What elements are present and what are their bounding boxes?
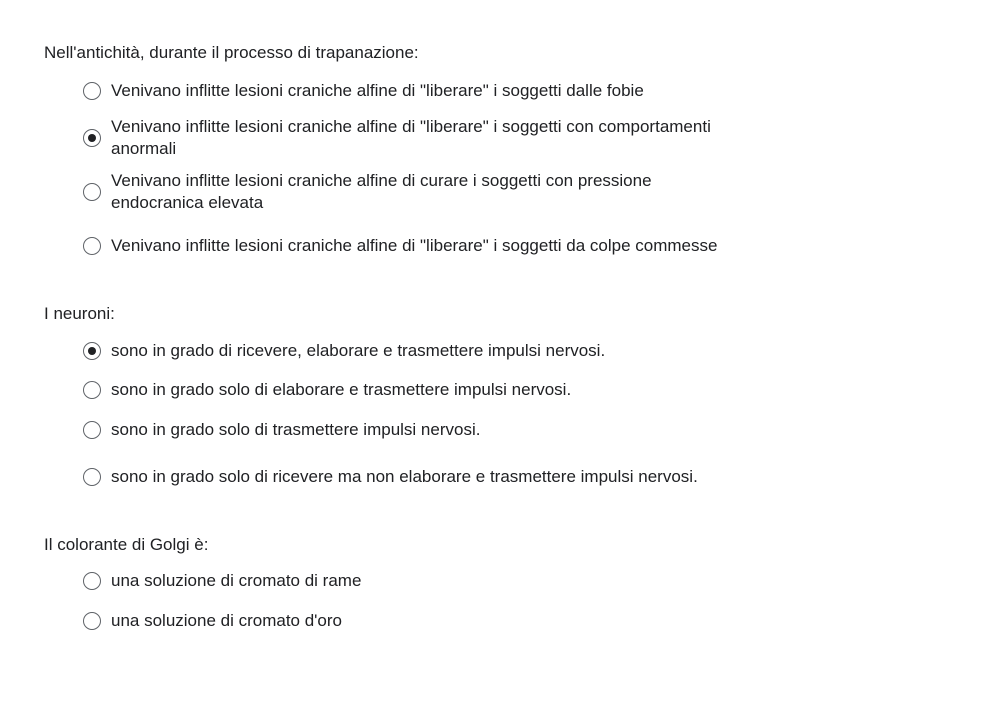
option-label: Venivano inflitte lesioni craniche alfine di "liberare" i soggetti dalle fobie: [111, 81, 644, 100]
answer-option[interactable]: [83, 170, 723, 214]
radio-button[interactable]: [83, 381, 101, 399]
option-label: Venivano inflitte lesioni craniche alfine di "liberare" i soggetti con comportamenti anormali: [111, 117, 711, 158]
answer-option[interactable]: [83, 80, 723, 102]
option-label: sono in grado solo di trasmettere impulsi nervosi.: [111, 420, 481, 439]
radio-button[interactable]: [83, 82, 101, 100]
question-text: I neuroni:: [44, 304, 115, 323]
option-label: Venivano inflitte lesioni craniche alfine di "liberare" i soggetti da colpe commesse: [111, 236, 718, 255]
question-block: [44, 534, 764, 556]
answer-option[interactable]: [83, 224, 723, 268]
option-label: sono in grado solo di ricevere ma non elaborare e trasmettere impulsi nervosi.: [111, 467, 698, 486]
radio-button[interactable]: [83, 129, 101, 147]
option-label: una soluzione di cromato d'oro: [111, 611, 342, 630]
radio-button[interactable]: [83, 183, 101, 201]
question-block: [44, 42, 764, 64]
answer-option[interactable]: [83, 610, 723, 632]
answer-option[interactable]: [83, 419, 723, 441]
answer-option[interactable]: [83, 570, 723, 592]
radio-button[interactable]: [83, 421, 101, 439]
option-label: una soluzione di cromato di rame: [111, 571, 362, 590]
question-text: Il colorante di Golgi è:: [44, 535, 209, 554]
radio-button[interactable]: [83, 468, 101, 486]
question-text: Nell'antichità, durante il processo di trapanazione:: [44, 43, 419, 62]
option-label: sono in grado solo di elaborare e trasmettere impulsi nervosi.: [111, 380, 572, 399]
radio-button[interactable]: [83, 237, 101, 255]
answer-option[interactable]: [83, 455, 723, 499]
answer-option[interactable]: [83, 116, 723, 160]
option-label: Venivano inflitte lesioni craniche alfine di curare i soggetti con pressione endocranica elevata: [111, 171, 652, 212]
answer-option[interactable]: [83, 379, 723, 401]
radio-button[interactable]: [83, 572, 101, 590]
option-label: sono in grado di ricevere, elaborare e trasmettere impulsi nervosi.: [111, 341, 606, 360]
radio-button[interactable]: [83, 342, 101, 360]
answer-option[interactable]: [83, 340, 723, 362]
question-block: [44, 303, 764, 325]
radio-button[interactable]: [83, 612, 101, 630]
